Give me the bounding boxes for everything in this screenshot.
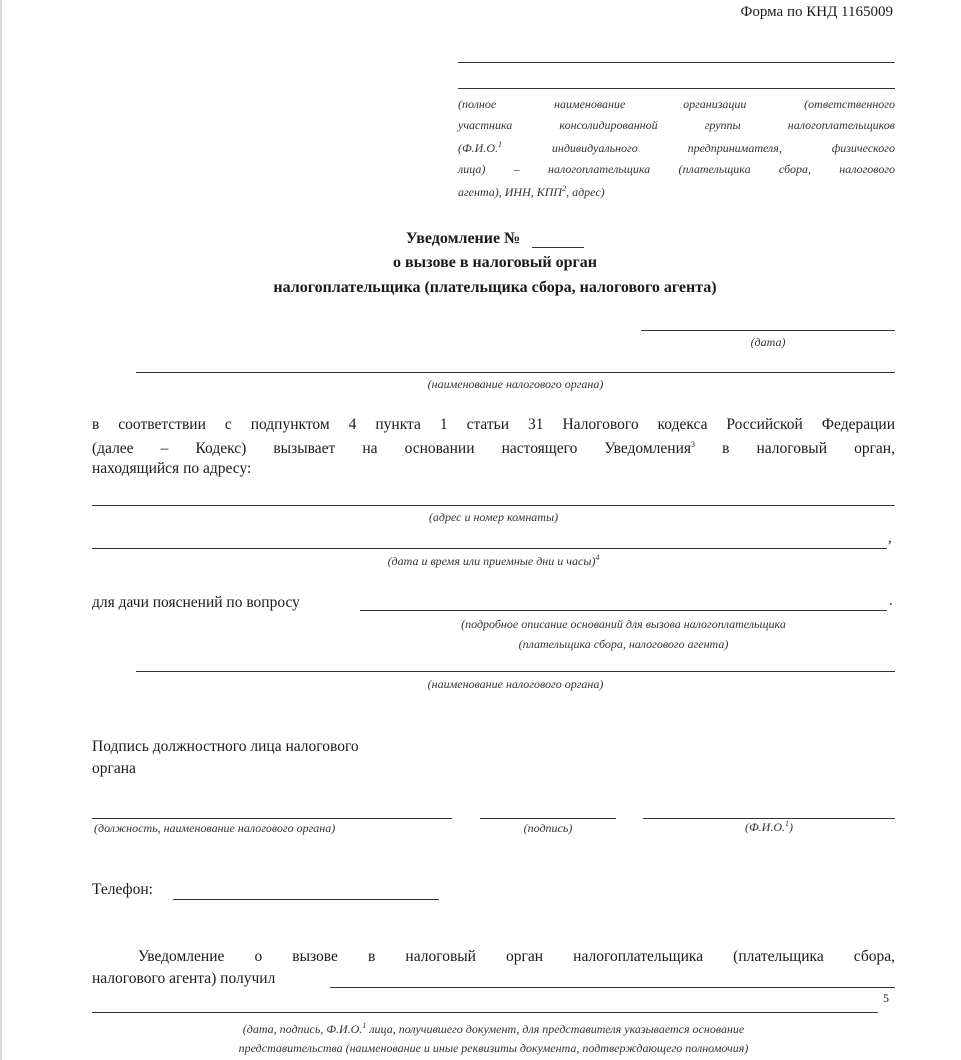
datetime-line[interactable] (92, 548, 887, 549)
phone-label: Телефон: (92, 881, 153, 898)
explanation-caption: (подробное описание оснований для вызова налогоплательщика (плательщика сбора, налогового агента) (461, 617, 786, 651)
datetime-comma: , (888, 530, 892, 546)
page-edge (0, 0, 2, 1060)
fio-caption: (Ф.И.О.$^1$) (745, 819, 793, 834)
recipient-caption: (полное наименование организации (ответственного участника консолидированной группы налогоплательщиков (Ф.И.О.$^1$ индивидуального предпринимателя, физического лица) – налогоплательщика (плательщика сбора, налогового агента), ИНН, КПП$^2$, адрес) (458, 97, 895, 199)
signature-heading: Подпись должностного лица налогового органа (92, 738, 359, 777)
phone-line[interactable] (173, 899, 439, 900)
recipient-line (458, 62, 895, 63)
recipient-line-2 (458, 88, 895, 89)
title-line-1: Уведомление № (0, 230, 961, 248)
date-line[interactable] (641, 330, 895, 331)
address-caption: (адрес и номер комнаты) (428, 510, 559, 524)
explanation-period: . (889, 593, 893, 609)
notice-number-field[interactable] (532, 233, 584, 248)
title-line-3: налогоплательщика (плательщика сбора, налогового агента) (273, 279, 717, 296)
page-number: 5 (883, 991, 889, 1005)
received-line-2[interactable] (92, 1012, 878, 1013)
signature-caption: (подпись) (523, 821, 573, 835)
title-line-2: о вызове в налоговый орган (393, 254, 597, 271)
tax-authority-caption-2: (наименование налогового органа) (427, 677, 604, 691)
tax-authority-line-2[interactable] (136, 671, 895, 672)
explanation-label: для дачи пояснений по вопросу (92, 594, 300, 611)
form-code: Форма по КНД 1165009 (740, 4, 893, 20)
datetime-caption: (дата и время или приемные дни и часы)$^4$ (387, 553, 600, 568)
tax-authority-line[interactable] (136, 372, 895, 373)
explanation-line[interactable] (360, 610, 887, 611)
received-caption: (дата, подпись, Ф.И.О.$^1$ лица, получившего документ, для представителя указывается основание представительства (наименование и иные реквизиты документа, подтверждающего полномочия) (238, 1021, 749, 1055)
received-line[interactable] (330, 987, 895, 988)
date-caption: (дата) (750, 335, 786, 349)
position-line[interactable] (92, 818, 452, 819)
tax-authority-caption: (наименование налогового органа) (427, 377, 604, 391)
position-caption: (должность, наименование налогового органа) (94, 821, 336, 835)
signature-line[interactable] (480, 818, 616, 819)
received-paragraph: Уведомление о вызове в налоговый орган налогоплательщика (плательщика сбора, налогового агента) получил (92, 948, 895, 987)
address-line[interactable] (92, 505, 895, 506)
body-paragraph: в соответствии с подпунктом 4 пункта 1 статьи 31 Налогового кодекса Российской Федерации (далее – Кодекс) вызывает на основании настоящего Уведомления$^3$ в налоговый орган, находящийся по адресу: (92, 416, 895, 478)
